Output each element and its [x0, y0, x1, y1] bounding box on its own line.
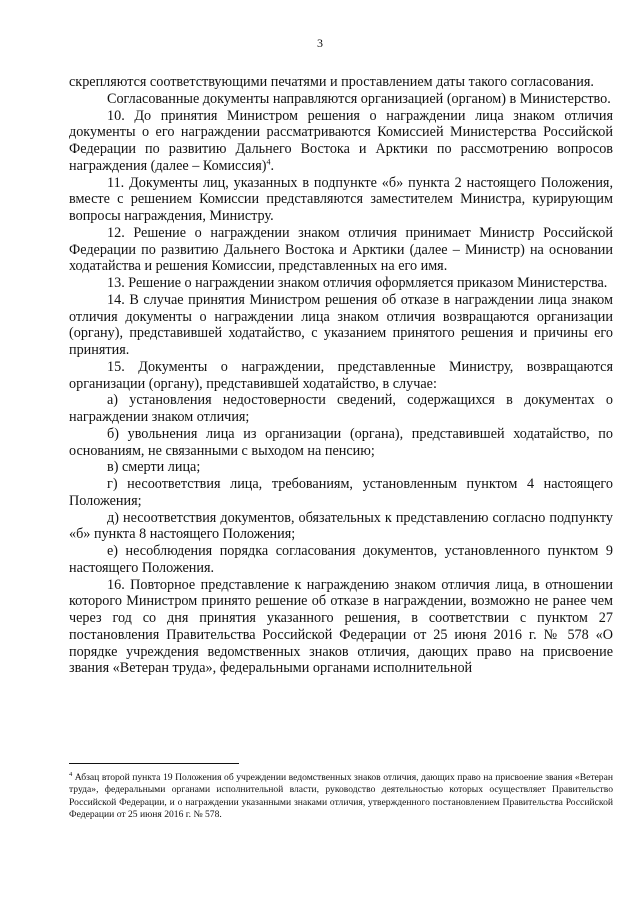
paragraph-16: 16. Повторное представление к награждению знаком отличия лица, в отношении которого Министром принято решение об отказе в награждении, возможно не ранее чем через год со дня принятия указанного решения, в соответствии с пунктом 27 постановления Правительства Российской Федерации от 25 июня 2016 г. № 578 «О порядке учреждения ведомственных знаков отличия, дающих право на присвоение звания «Ветеран труда», федеральными органами исполнительной [69, 576, 613, 677]
paragraph-15-d: д) несоответствия документов, обязательных к представлению согласно подпункту «б» пункта 8 настоящего Положения; [69, 509, 613, 543]
footnote-reference: 4 [266, 157, 271, 167]
footnote-marker: 4 [69, 770, 73, 778]
paragraph-10-text: 10. До принятия Министром решения о награждении лица знаком отличия документы о его награждении рассматриваются Комиссией Министерства Российской Федерации по развитию Дальнего Востока и Арктики по рассмотрению вопросов награждения (далее – Комиссия) [69, 107, 613, 174]
paragraph-15-v: в) смерти лица; [107, 459, 201, 476]
paragraph-15-g: г) несоответствия лица, требованиям, установленным пунктом 4 настоящего Положения; [69, 476, 613, 509]
footnote [69, 772, 613, 822]
document-body [69, 74, 613, 677]
paragraph-15-b: б) увольнения лица из организации (органа), представившей ходатайство, по основаниям, не связанными с выходом на пенсию; [69, 425, 613, 459]
paragraph-13: 13. Решение о награждении знаком отличия оформляется приказом Министерства. [107, 275, 608, 291]
paragraph-15-a: а) установления недостоверности сведений, содержащихся в документах о награждении знаком отличия; [69, 392, 613, 425]
footnote-divider [69, 763, 239, 764]
page-number: 3 [317, 36, 323, 50]
paragraph-14: 14. В случае принятия Министром решения об отказе в награждении лица знаком отличия документы о награждении лица знаком отличия возвращаются организации (органу), представившей ходатайство, с указанием принятого решения и причины его принятия. [69, 291, 613, 358]
paragraph-10 [69, 108, 613, 175]
paragraph-15-e: е) несоблюдения порядка согласования документов, установленного пунктом 9 настоящего Положения. [69, 543, 613, 576]
paragraph-11: 11. Документы лиц, указанных в подпункте «б» пункта 2 настоящего Положения, вместе с решением Комиссии представляются заместителем Министра, курирующим вопросы награждения, Министру. [69, 174, 613, 224]
footnote-text: Абзац второй пункта 19 Положения об учреждении ведомственных знаков отличия, дающих право на присвоение звания «Ветеран труда», федеральными органами исполнительной власти, руководство деятельностью которых осуществляет Правительство Российской Федерации, и о награждении указанными знаками отличия, утвержденного постановлением Правительства Российской Федерации от 25 июня 2016 г. № 578. [69, 772, 613, 821]
paragraph-continuation: скрепляются соответствующими печатями и проставлением даты такого согласования. [69, 74, 594, 90]
paragraph-10-end: . [270, 157, 275, 174]
paragraph-approved-documents: Согласованные документы направляются организацией (органом) в Министерство. [107, 90, 611, 107]
paragraph-15: 15. Документы о награждении, представленные Министру, возвращаются организации (органу), представившей ходатайство, в случае: [69, 358, 613, 392]
paragraph-12: 12. Решение о награждении знаком отличия принимает Министр Российской Федерации по развитию Дальнего Востока и Арктики (далее – Министр) на основании ходатайства и решения Комиссии, представленных на его имя. [69, 224, 613, 275]
